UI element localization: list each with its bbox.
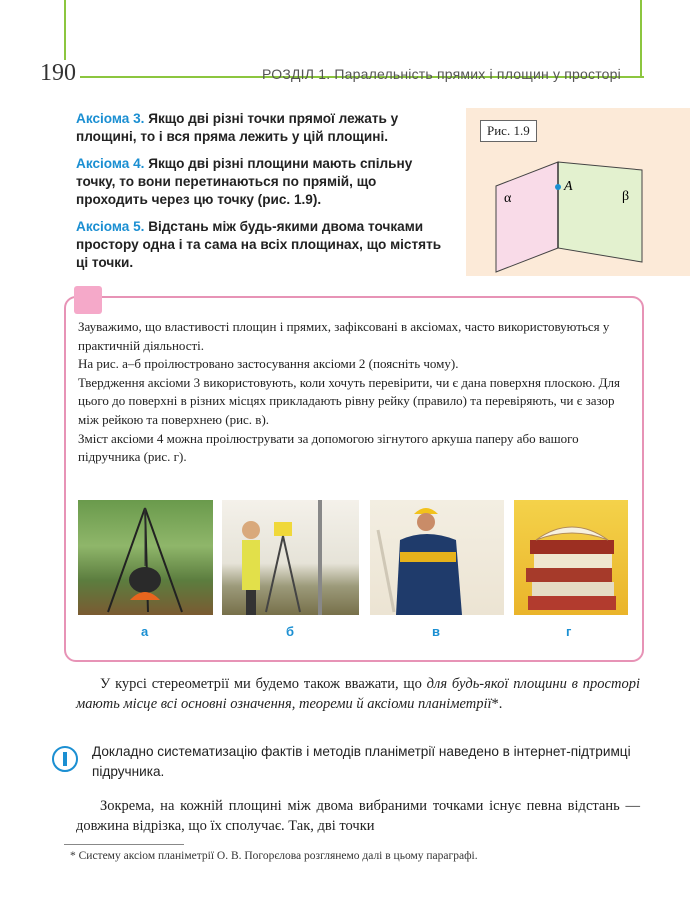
photo-label: а [141, 624, 149, 639]
info-text: Докладно систематизацію фактів і методів планіметрії наведено в інтернет-підтримці підручника. [92, 744, 631, 779]
page-number: 190 [36, 60, 80, 87]
point-a-marker [555, 184, 561, 190]
figure-caption: Рис. 1.9 [480, 120, 537, 142]
axiom-3 [76, 110, 448, 146]
surveyor-tripod-photo [222, 500, 359, 615]
footnote: * Систему аксіом планіметрії О. В. Погорєлова розглянемо далі в цьому параграфі. [70, 850, 478, 862]
para1-end: *. [491, 696, 503, 712]
photo-label: г [566, 624, 572, 639]
page-frame-right [640, 0, 642, 78]
plane-alpha [496, 162, 558, 272]
worker-icon [370, 500, 504, 615]
photo-label: б [286, 624, 295, 639]
para2-text: Зокрема, на кожній площині між двома вибраними точками існує певна відстань — довжина відрізка, що їх сполучає. Так, дві точки [76, 798, 640, 834]
note-paragraph: Твердження аксіоми 3 використовують, коли хочуть перевірити, чи є дана поверхня плоскою. Для цього до поверхні в різних місцях прикладають рівну рейку (правило) та перевіряють, чи є зазор між рейкою та поверхнею (рис. в). [78, 374, 620, 427]
alpha-label: α [504, 191, 512, 206]
tripod-kettle-photo [78, 500, 213, 615]
axiom-text: Якщо дві різні точки прямої лежать у площині, то і вся пряма лежить у цій площині. [76, 111, 399, 144]
books-icon [514, 500, 628, 615]
footnote-rule [64, 844, 184, 845]
figure-1-9 [466, 108, 690, 276]
photo-label: в [432, 624, 440, 639]
planes-diagram [466, 108, 690, 276]
info-icon [52, 746, 78, 772]
note-paragraph: Зміст аксіоми 4 можна проілюструвати за допомогою зігнутого аркуша паперу або вашого підручника (рис. г). [78, 430, 579, 465]
tripod-icon [78, 500, 213, 615]
running-head: РОЗДІЛ 1. Паралельність прямих і площин у просторі [262, 66, 621, 82]
axiom-text: Відстань між будь-якими двома точками простору одна і та сама на всіх площинах, що містять ці точки. [76, 219, 442, 270]
axiom-label: Аксіома 3. [76, 111, 145, 126]
point-a-label: A [564, 179, 573, 194]
axioms-block [76, 110, 448, 281]
para1-text: У курсі стереометрії ми будемо також вважати, що [100, 676, 427, 692]
axiom-label: Аксіома 5. [76, 219, 145, 234]
axiom-text: Якщо дві різні площини мають спільну точку, то вони перетинаються по прямій, що проходить через цю точку (рис. 1.9). [76, 156, 413, 207]
beta-label: β [622, 189, 630, 204]
worker-wall-photo [370, 500, 504, 615]
note-text [78, 318, 630, 467]
note-tab-icon [74, 286, 102, 314]
note-paragraph: На рис. а–б проілюстровано застосування аксіоми 2 (поясніть чому). [78, 356, 459, 372]
body-paragraph-2 [76, 796, 640, 836]
axiom-label: Аксіома 4. [76, 156, 145, 171]
axiom-5 [76, 218, 448, 272]
surveyor-icon [222, 500, 359, 615]
para1-italic: для будь-якої площини в просторі мають місце всі основні означення, теореми й аксіоми планіметрії [76, 676, 640, 712]
note-paragraph: Зауважимо, що властивості площин і прямих, зафіксовані в аксіомах, часто використовуються у практичній діяльності. [78, 319, 610, 353]
plane-beta [558, 162, 642, 262]
body-paragraph-1 [76, 674, 640, 714]
axiom-4 [76, 155, 448, 209]
stacked-books-photo [514, 500, 628, 615]
